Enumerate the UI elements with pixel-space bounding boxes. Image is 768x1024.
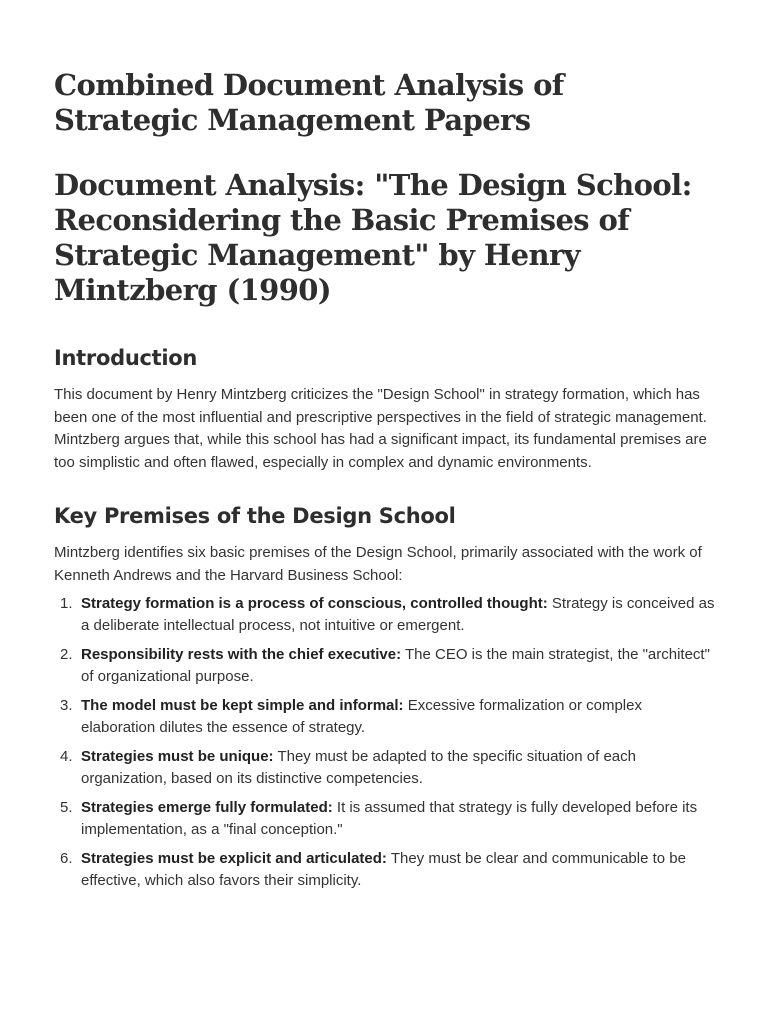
list-item-number: 6. — [60, 850, 73, 867]
introduction-text: This document by Henry Mintzberg criticizes the "Design School" in strategy formation, which has been one of the most influential and prescriptive perspectives in the field of strategic management. Mintzberg argues that, while this school has had a significant impact, its fundamental premises are too simplistic and often flawed, especially in complex and dynamic environments. — [54, 386, 707, 471]
list-item-number: 2. — [60, 646, 73, 663]
analysis-title: Document Analysis: "The Design School: Reconsidering the Basic Premises of Strategic Management" by Henry Mintzberg (1990) — [54, 168, 692, 307]
list-item-number: 1. — [60, 595, 73, 612]
premises-intro-text: Mintzberg identifies six basic premises of the Design School, primarily associated with the work of Kenneth Andrews and the Harvard Business School: — [54, 544, 702, 584]
premises-heading: Key Premises of the Design School — [54, 504, 456, 528]
premises-section — [54, 502, 714, 892]
list-item-title: Strategies must be unique: — [81, 748, 274, 765]
list-item-title: Strategy formation is a process of conscious, controlled thought: — [81, 595, 548, 612]
list-item — [54, 746, 717, 790]
list-item-text: It is assumed that strategy is fully developed before its implementation, as a "final conception." — [81, 799, 698, 838]
list-item-number: 4. — [60, 748, 73, 765]
list-item — [54, 848, 717, 892]
introduction-heading: Introduction — [54, 346, 198, 370]
list-item-title: The model must be kept simple and informal: — [81, 697, 404, 714]
list-item-text: They must be adapted to the specific situation of each organization, based on its distinctive competencies. — [81, 748, 636, 787]
list-item-title: Strategies must be explicit and articulated: — [81, 850, 387, 867]
premises-list — [54, 593, 714, 892]
list-item-text: Excessive formalization or complex elaboration dilutes the essence of strategy. — [81, 697, 642, 736]
introduction-section — [54, 344, 714, 474]
list-item — [54, 797, 717, 841]
list-item-number: 3. — [60, 697, 73, 714]
document-title: Combined Document Analysis of Strategic Management Papers — [54, 68, 564, 137]
list-item — [54, 593, 717, 637]
list-item-text: The CEO is the main strategist, the "architect" of organizational purpose. — [81, 646, 710, 685]
list-item-number: 5. — [60, 799, 73, 816]
list-item-text: Strategy is conceived as a deliberate intellectual process, not intuitive or emergent. — [81, 595, 715, 634]
list-item-title: Strategies emerge fully formulated: — [81, 799, 333, 816]
list-item-title: Responsibility rests with the chief executive: — [81, 646, 402, 663]
list-item — [54, 644, 717, 688]
list-item-text: They must be clear and communicable to be effective, which also favors their simplicity. — [81, 850, 686, 889]
list-item — [54, 695, 717, 739]
